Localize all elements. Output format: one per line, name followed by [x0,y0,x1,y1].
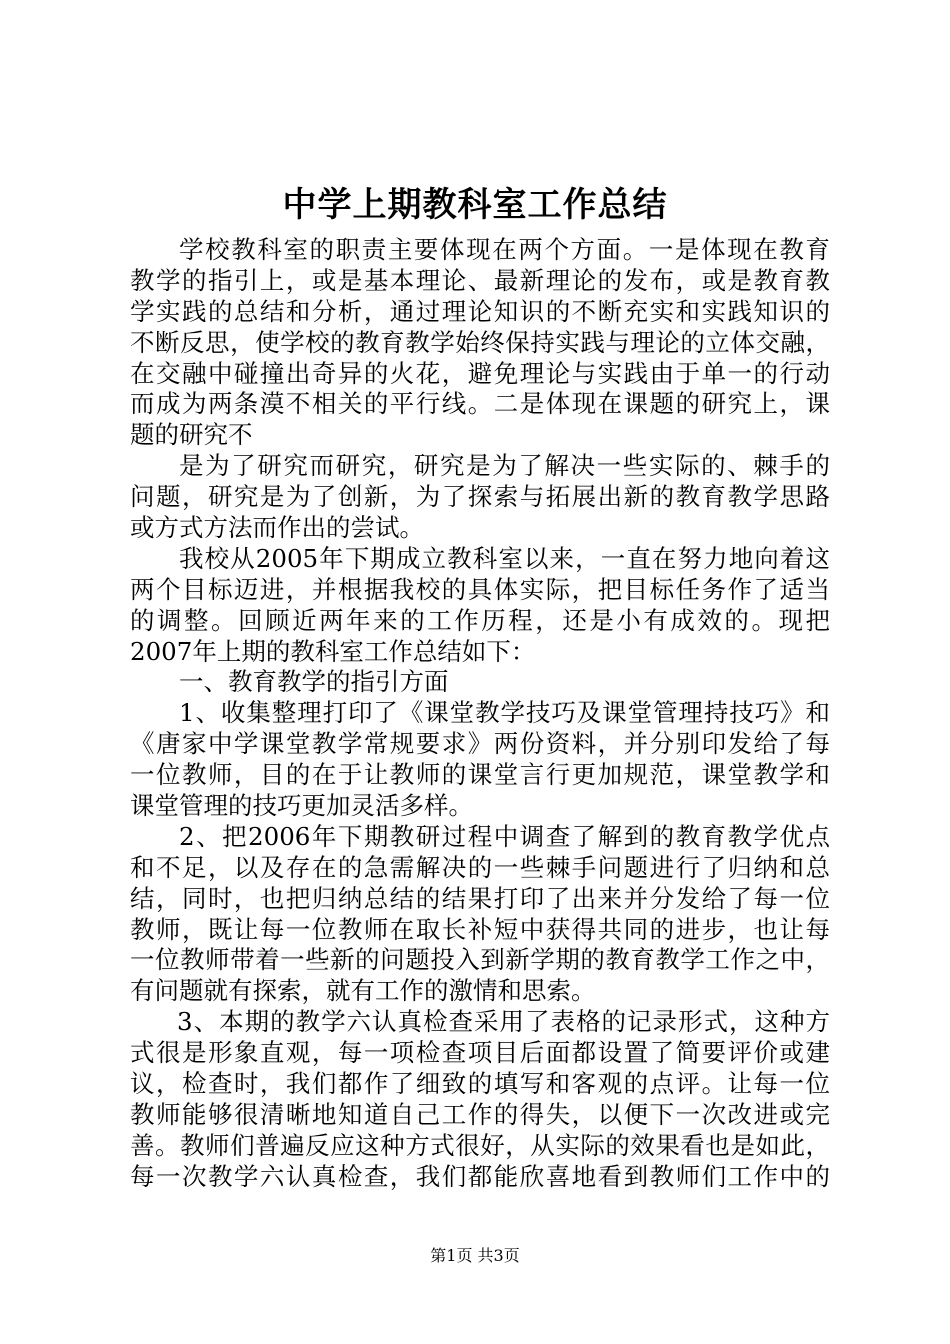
text-line: 1、收集整理打印了《课堂教学技巧及课堂管理持技巧》和 [179,698,830,728]
text-line: 而成为两条漠不相关的平行线。二是体现在课题的研究上，课 [130,389,830,419]
document-body [130,235,830,1193]
text-line: 一位教师，目的在于让教师的课堂言行更加规范，课堂教学和 [130,760,830,790]
text-line: 教学的指引上，或是基本理论、最新理论的发布，或是教育教 [130,265,830,295]
text-line: 3、本期的教学六认真检查采用了表格的记录形式，这种方 [177,1007,830,1037]
text-line: 学实践的总结和分析，通过理论知识的不断充实和实践知识的 [130,296,830,326]
text-line: 和不足，以及存在的急需解决的一些棘手问题进行了归纳和总 [130,852,830,882]
text-line: 教师，既让每一位教师在取长补短中获得共同的进步，也让每 [130,914,830,944]
text-line: 结，同时，也把归纳总结的结果打印了出来并分发给了每一位 [130,883,830,913]
text-line: 是为了研究而研究，研究是为了解决一些实际的、棘手的 [179,451,830,481]
text-line: 学校教科室的职责主要体现在两个方面。一是体现在教育 [179,235,830,264]
text-line: 2007年上期的教科室工作总结如下： [130,636,536,666]
text-line: 我校从2005年下期成立教科室以来，一直在努力地向着这 [179,543,830,573]
text-line: 不断反思，使学校的教育教学始终保持实践与理论的立体交融， [130,327,830,357]
text-line: 问题，研究是为了创新，为了探索与拓展出新的教育教学思路 [130,482,830,512]
text-line: 一位教师带着一些新的问题投入到新学期的教育教学工作之中， [130,945,830,975]
text-line: 善。教师们普遍反应这种方式很好，从实际的效果看也是如此， [130,1130,830,1160]
text-line: 教师能够很清晰地知道自己工作的得失，以便下一次改进或完 [130,1099,830,1129]
text-line: 两个目标迈进，并根据我校的具体实际，把目标任务作了适当 [130,574,830,604]
text-line: 的调整。回顾近两年来的工作历程，还是小有成效的。现把 [130,605,830,635]
text-line: 一、教育教学的指引方面 [179,667,449,697]
text-line: 课堂管理的技巧更加灵活多样。 [130,791,473,821]
page-footer: 第1页 共3页 [430,1246,520,1265]
document-title: 中学上期教科室工作总结 [282,185,668,225]
text-line: 议，检查时，我们都作了细致的填写和客观的点评。让每一位 [130,1069,830,1099]
text-line: 《唐家中学课堂教学常规要求》两份资料，并分别印发给了每 [130,729,830,759]
text-line: 或方式方法而作出的尝试。 [130,513,424,543]
text-line: 在交融中碰撞出奇异的火花，避免理论与实践由于单一的行动 [130,358,830,388]
text-line: 每一次教学六认真检查，我们都能欣喜地看到教师们工作中的 [130,1161,830,1191]
text-line: 2、把2006年下期教研过程中调查了解到的教育教学优点 [179,821,830,851]
text-line: 题的研究不 [130,420,253,450]
text-line: 式很是形象直观，每一项检查项目后面都设置了简要评价或建 [130,1038,830,1068]
text-line: 有问题就有探索，就有工作的激情和思索。 [130,976,596,1006]
